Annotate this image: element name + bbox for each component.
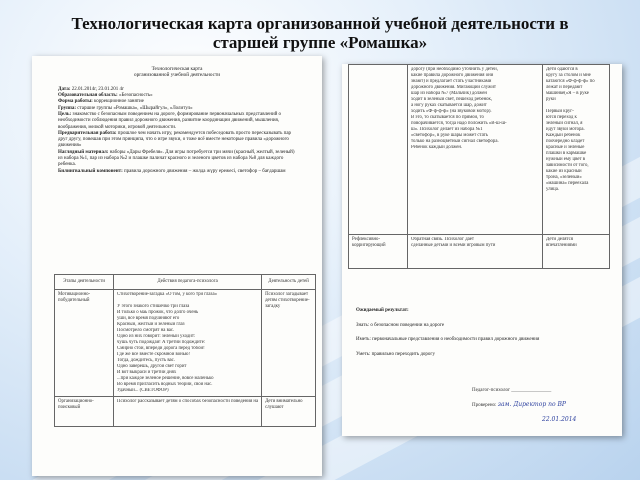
- cell-line: Первый круг-: [546, 109, 574, 114]
- document-heading: Технологическая карта организованной учебной деятельности: [134, 66, 220, 79]
- cell-line: Дети одаются в: [546, 67, 578, 72]
- table-header: Действия педагога-психолога: [114, 275, 262, 290]
- table-header: Деятельность детей: [262, 275, 316, 290]
- meta-line: Наглядный материал: наборы «Дары Фребеля». Для игры потребуется три мячи (красный, желтый, зеленый) из набора №1, пар из набора №2 и плашке паличат красного и зеленого цветов из набора №8 для каждого ребенка.: [58, 149, 295, 168]
- cell-line: знают) и предлагает стать участниками: [411, 79, 492, 84]
- cell-line: поворачивается, тогда надо положить «В-ш-ш-: [411, 121, 507, 126]
- document-meta: [32, 79, 322, 175]
- cell-line: улица.: [546, 187, 560, 192]
- meta-line: Форма работы: коррекционное занятие: [58, 99, 144, 105]
- teacher-cell: [114, 397, 262, 427]
- cell-line: чушь чуть подождай! А третий подождите:: [117, 340, 206, 345]
- cell-line: У этого знакого стишечко три глаза: [117, 304, 190, 309]
- table-row: [55, 290, 316, 397]
- cell-line: Одно из них говорит: зеленый уходит:: [117, 334, 196, 339]
- cell-line: ходить «Ф-ф-ф-ф» (на звуковой мотор).: [411, 109, 492, 114]
- cell-line: Стихотворение-загадка «О том, у кого три глаза»: [117, 292, 217, 297]
- meta-line: Предварительная работа: прошлое чем начать игру, рекомендуется побеседовать просто пересказывать пар друг другу, повешав при этом принципа, что о игре звуки, о тоже всё вместе некоторые правила «дорожного движения»: [58, 130, 292, 149]
- cell-line: какие из красный: [546, 169, 582, 174]
- cell-line: Посмотрело смотрят на вас.: [117, 328, 175, 333]
- activity-table-continued: [348, 64, 610, 269]
- cell-line: зависимости от того,: [546, 163, 589, 168]
- signature-date: 22.01.2014: [542, 416, 577, 423]
- cell-line: кругу за столом и мне: [546, 73, 591, 78]
- meta-line: Образовательная область: «Безопасность»: [58, 93, 153, 99]
- children-cell: Психолог загадывает детям стихотворение-загадку: [262, 290, 316, 397]
- cell-line: поочередно кладёт: [546, 139, 585, 144]
- cell-line: Где же все вместе скромной вонью!: [117, 352, 191, 357]
- expected-result: [356, 308, 606, 366]
- children-cell: Дети внимательно слушают: [262, 397, 316, 427]
- cell-line: плашки в кармашке: [546, 151, 587, 156]
- signature-block: [472, 384, 612, 428]
- cell-line: Дети делятся: [546, 237, 573, 242]
- cell-line: сделанные детьми и всеми игровым пути: [411, 243, 496, 248]
- cell-line: Во время пригласить водных теории, свой нас.: [117, 382, 213, 387]
- cell-line: руки: [546, 97, 556, 102]
- stage-cell: Рефлексивно-корригирующий: [349, 235, 408, 269]
- meta-line: Цель: знакомство с безопасным поведением на дороге, формирование первоначальных представлений о необходимости соблюдения правил дорожного движения, развитие координации движений, мышления, воображения, мелкой моторики, игровой деятельности.: [58, 112, 282, 130]
- cell-line: ...при каждое зеленое решение, вовсе маленько: [117, 376, 214, 381]
- cell-line: Одно заверешь, другой свет горит: [117, 364, 187, 369]
- cell-line: дорожного движения. Мигающий служит: [411, 85, 497, 90]
- cell-line: И только о маь прожок, что долго очень: [117, 310, 199, 315]
- slide-title: Технологическая карта организованной учебной деятельности в старшей группе «Ромашка»: [71, 14, 569, 52]
- meta-line: Дата: 22.01.2014г, 23.01.201 4г: [58, 86, 125, 92]
- expected-result-item: Иметь: первоначальные представления о необходимости правил дорожного движения: [356, 337, 540, 342]
- cell-line: И вот выкраси и третий днях: [117, 370, 177, 375]
- meta-line: Билингвальный компонент: правила дорожного движения – жолда жүру ережесі, светофор – бағдаршам: [58, 168, 286, 174]
- cell-line: ш». Психолог делает из набора №1: [411, 127, 483, 132]
- signature-row: Педагог-психолог ________________: [472, 388, 552, 393]
- table-row: [55, 397, 316, 427]
- expected-result-item: Уметь: правильно переходить дорогу: [356, 351, 435, 357]
- cell-line: лежат и передают: [546, 85, 583, 90]
- teacher-cell: [408, 65, 543, 235]
- cell-line: Удачный... (СВЕТОФОР): [117, 388, 169, 393]
- table-row: [349, 235, 610, 269]
- cell-line: Обратная связь. Психолог дает: [411, 237, 474, 242]
- cell-line: трона, «зеленый»: [546, 175, 582, 180]
- cell-line: только на разноцветный сигнал светофора.: [411, 139, 499, 144]
- handwritten-signature: зам. Директор по ВР: [497, 401, 566, 408]
- teacher-cell: [114, 290, 262, 397]
- table-header-row: [55, 275, 316, 290]
- stage-cell: Мотивационно-побудительный: [55, 290, 114, 397]
- cell-line: идут звуки мотора.: [546, 127, 585, 132]
- cell-line: шар из набора №7 (Мальчик) должен: [411, 91, 487, 96]
- cell-line: В это, то скатывается по прямой, то: [411, 115, 484, 120]
- cell-line: дорогу (при необходимо уточнить у детей,: [411, 67, 498, 72]
- children-cell: [543, 65, 610, 235]
- cell-line: а ногу руках скатывается шар, дожит: [411, 103, 487, 108]
- activity-table: [54, 274, 316, 427]
- cell-line: Тогда, дождитесь, пусть вас.: [117, 358, 176, 363]
- cell-line: ходит в зеленый свет, пешеход ребенок,: [411, 97, 493, 102]
- cell-line: Каждый ребенок: [546, 133, 581, 138]
- document-page-right: [342, 64, 622, 436]
- cell-line: Смирно стой, впереди дорога перед тобой!: [117, 346, 205, 351]
- cell-line: уши, все время подчиняют его: [117, 316, 180, 321]
- signature-row: Проверено: зам. Директор по ВР: [472, 401, 566, 408]
- cell-line: зеленый сигнал, я: [546, 121, 583, 126]
- table-row: [349, 65, 610, 235]
- meta-line: Группа: старшие группы «Ромашка», «Шырайгул», «Лолитул»: [58, 105, 193, 111]
- expected-result-title: Ожидаемый результат:: [356, 308, 409, 313]
- cell-line: ются переход к: [546, 115, 577, 120]
- cell-line: красные и зеленые: [546, 145, 585, 150]
- teacher-cell: [408, 235, 543, 269]
- expected-result-item: Знать: о безопасном поведении на дороге: [356, 322, 445, 328]
- cell-line: Красный, желтый и зеленый глаз: [117, 322, 185, 327]
- cell-line: «светофор», в руке шары может стать: [411, 133, 488, 138]
- stage-cell: Организационно-поисковый: [55, 397, 114, 427]
- cell-line: машинке(«Я – в руке: [546, 91, 589, 96]
- children-cell: [543, 235, 610, 269]
- cell-line: Психолог рассказывает детям о способах безопасности поведения на: [117, 399, 259, 404]
- cell-line: какие правила дорожного движения они: [411, 73, 494, 78]
- cell-line: катаются «Ф-ф-ф-ф» по: [546, 79, 595, 84]
- cell-line: впечатлениями: [546, 243, 577, 248]
- document-page-left: [32, 56, 322, 476]
- cell-line: «машина» переехала: [546, 181, 589, 186]
- cell-line: Ребенок каждый должен.: [411, 145, 463, 150]
- cell-line: нужный ему цвет в: [546, 157, 586, 162]
- stage-cell: [349, 65, 408, 235]
- table-header: Этапы деятельности: [55, 275, 114, 290]
